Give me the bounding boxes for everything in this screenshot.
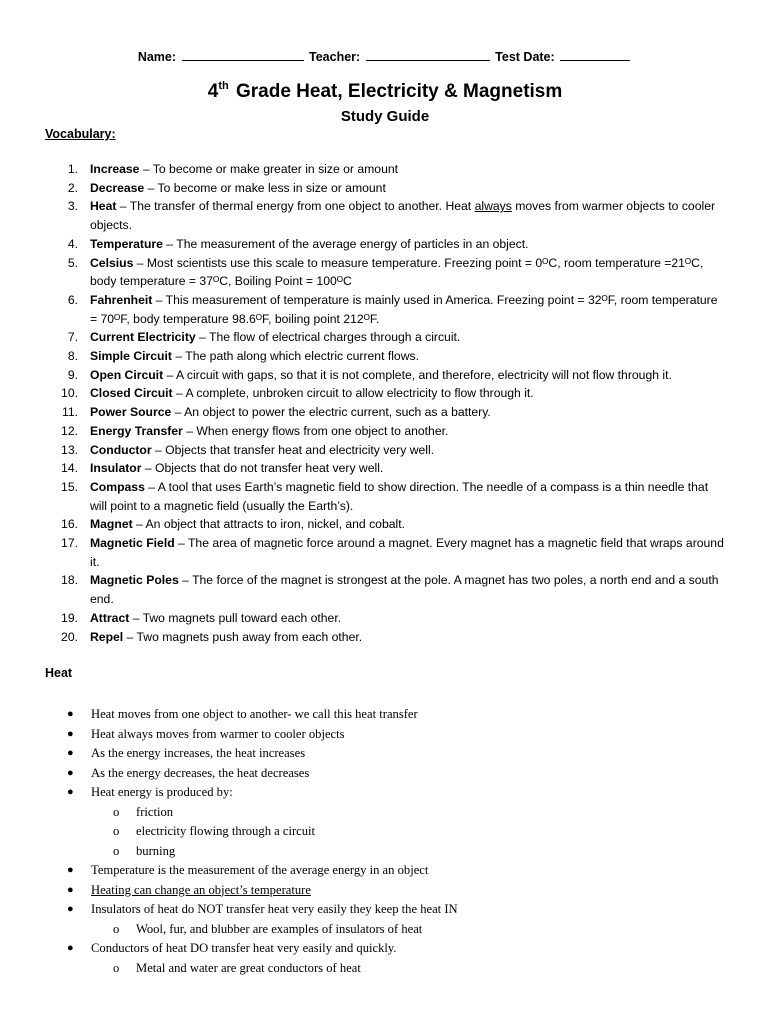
vocabulary-term: Fahrenheit [90, 292, 153, 307]
vocabulary-definition: – When energy flows from one object to another. [182, 423, 449, 438]
vocabulary-number: 16. [61, 517, 78, 532]
heat-item-text: Heat moves from one object to another- we call this heat transfer [91, 707, 418, 721]
vocabulary-list [45, 160, 725, 646]
heat-list-item [45, 725, 725, 745]
vocabulary-number: 12. [61, 423, 78, 438]
vocabulary-item [45, 384, 725, 403]
vocabulary-definition: – Two magnets push away from each other. [123, 629, 363, 644]
vocabulary-number: 5. [67, 255, 78, 270]
teacher-label: Teacher: [309, 50, 361, 64]
heat-sub-list-item [45, 920, 725, 940]
heat-item-text: Heating can change an object’s temperature [91, 882, 311, 897]
vocabulary-definition: – To become or make greater in size or amount [139, 162, 399, 176]
heat-item-text: Temperature is the measurement of the average energy in an object [91, 863, 429, 877]
title-main: Grade Heat, Electricity & Magnetism [235, 81, 563, 102]
heat-list-item [45, 705, 725, 725]
page-subtitle: Study Guide [340, 108, 430, 125]
vocabulary-term: Insulator [90, 461, 142, 476]
heat-item-text: Metal and water are great conductors of heat [136, 960, 361, 975]
vocabulary-definition-emphasis: always [474, 199, 512, 214]
vocabulary-item [45, 179, 725, 198]
vocabulary-definition: – An object to power the electric current, such as a battery. [171, 405, 491, 420]
heat-item-text: electricity flowing through a circuit [136, 824, 316, 838]
vocabulary-term: Temperature [90, 236, 163, 251]
heat-list-item [45, 861, 725, 881]
heat-item-text: burning [136, 843, 176, 858]
vocabulary-item [45, 441, 725, 460]
heat-item-text: Heat energy is produced by: [91, 785, 233, 799]
bullet-icon: o [113, 804, 120, 819]
vocabulary-heading: Vocabulary: [45, 127, 116, 141]
vocabulary-definition: – The force of the magnet is strongest at the pole. A magnet has two poles, a north end and a south end. [90, 573, 719, 607]
vocabulary-number: 19. [61, 610, 78, 625]
vocabulary-definition: – A complete, unbroken circuit to allow electricity to flow through it. [172, 386, 534, 401]
heat-sub-list-item [45, 803, 725, 823]
vocabulary-term: Repel [90, 629, 124, 644]
bullet-icon: ● [67, 942, 74, 954]
heat-list-item [45, 783, 725, 803]
bullet-icon: o [113, 960, 120, 975]
vocabulary-definition: – Objects that do not transfer heat very well. [141, 461, 384, 476]
heat-item-text: Insulators of heat do NOT transfer heat very easily they keep the heat IN [91, 902, 458, 916]
heat-sub-list-item [45, 842, 725, 862]
heat-item-text: As the energy decreases, the heat decreases [91, 765, 310, 780]
vocabulary-term: Magnet [90, 517, 133, 532]
vocabulary-item [45, 534, 725, 571]
test-date-blank [560, 49, 630, 61]
heat-sub-list-item [45, 959, 725, 979]
vocabulary-number: 13. [61, 442, 78, 457]
vocabulary-item [45, 328, 725, 347]
vocabulary-definition: – To become or make less in size or amount [144, 180, 386, 195]
vocabulary-number: 7. [67, 330, 78, 345]
vocabulary-number: 10. [61, 386, 78, 401]
vocabulary-definition: – The transfer of thermal energy from one object to another. Heat [116, 199, 475, 214]
bullet-icon: ● [67, 786, 74, 798]
heat-list-item [45, 744, 725, 764]
vocabulary-number: 3. [67, 199, 78, 214]
vocabulary-item [45, 459, 725, 478]
teacher-blank [366, 49, 490, 61]
vocabulary-item [45, 347, 725, 366]
heat-item-text: Heat always moves from warmer to cooler objects [91, 726, 345, 741]
bullet-icon: ● [67, 708, 74, 720]
heat-heading: Heat [45, 666, 73, 680]
name-blank [182, 49, 304, 61]
heat-item-text: Wool, fur, and blubber are examples of insulators of heat [136, 921, 423, 936]
vocabulary-number: 15. [61, 479, 78, 494]
bullet-icon: ● [67, 903, 74, 915]
bullet-icon: ● [67, 883, 74, 896]
heat-list-item [45, 881, 725, 901]
bullet-icon: o [113, 921, 120, 936]
heat-sub-list-item [45, 822, 725, 842]
bullet-icon: ● [67, 727, 74, 740]
page-title [0, 80, 770, 103]
vocabulary-number: 4. [67, 236, 78, 251]
name-label: Name: [137, 50, 177, 64]
vocabulary-definition: – Objects that transfer heat and electricity very well. [151, 442, 435, 457]
vocabulary-item [45, 422, 725, 441]
vocabulary-term: Closed Circuit [90, 386, 173, 401]
vocabulary-term: Increase [90, 162, 140, 176]
vocabulary-term: Open Circuit [90, 367, 164, 382]
heat-list [45, 705, 725, 978]
vocabulary-term: Simple Circuit [90, 349, 172, 364]
vocabulary-definition: – Two magnets pull toward each other. [129, 610, 342, 625]
vocabulary-item [45, 571, 725, 608]
bullet-icon: o [113, 843, 120, 858]
vocabulary-item [45, 515, 725, 534]
vocabulary-item [45, 235, 725, 254]
vocabulary-term: Heat [90, 199, 117, 214]
vocabulary-definition: – This measurement of temperature is mainly used in America. Freezing point = 32ᴼF, room temperature = 70ᴼF, body temperature 98.6ᴼF, boiling point 212ᴼF. [90, 292, 718, 326]
test-date-label: Test Date: [495, 50, 555, 64]
vocabulary-term: Conductor [90, 442, 152, 457]
vocabulary-term: Magnetic Field [90, 536, 175, 551]
vocabulary-term: Energy Transfer [90, 423, 183, 438]
vocabulary-term: Power Source [90, 405, 172, 420]
vocabulary-number: 1. [67, 162, 78, 176]
vocabulary-number: 8. [67, 349, 78, 364]
heat-list-item [45, 939, 725, 959]
vocabulary-number: 20. [61, 629, 78, 644]
bullet-icon: ● [67, 766, 74, 779]
vocabulary-item [45, 366, 725, 385]
bullet-icon: o [113, 824, 120, 838]
vocabulary-term: Compass [90, 479, 145, 494]
vocabulary-number: 18. [61, 573, 78, 588]
vocabulary-term: Attract [90, 610, 130, 625]
vocabulary-definition: moves from warmer objects to cooler objects. [90, 199, 716, 233]
vocabulary-item [45, 609, 725, 628]
vocabulary-item [45, 478, 725, 515]
bullet-icon: ● [67, 747, 74, 759]
vocabulary-term: Celsius [90, 255, 134, 270]
vocabulary-definition: – The flow of electrical charges through a circuit. [195, 330, 461, 345]
vocabulary-item [45, 291, 725, 328]
grade-number: 4 [207, 81, 219, 102]
vocabulary-number: 6. [67, 292, 78, 307]
grade-suffix: th [218, 80, 229, 92]
vocabulary-term: Current Electricity [90, 330, 196, 345]
vocabulary-number: 2. [67, 180, 78, 195]
vocabulary-number: 14. [61, 461, 78, 476]
heat-item-text: As the energy increases, the heat increases [91, 746, 306, 760]
vocabulary-definition: – The area of magnetic force around a magnet. Every magnet has a magnetic field that wraps around it. [90, 536, 724, 569]
heat-item-text: Conductors of heat DO transfer heat very easily and quickly. [91, 941, 397, 955]
vocabulary-item [45, 628, 725, 647]
bullet-icon: ● [67, 864, 74, 876]
vocabulary-item [45, 254, 725, 291]
vocabulary-definition: – Most scientists use this scale to measure temperature. Freezing point = 0ᴼC, room temperature =21ᴼC, body temperature = 37ᴼC, Boiling Point = 100ᴼC [90, 255, 704, 289]
vocabulary-item [45, 160, 725, 179]
vocabulary-definition: – A tool that uses Earth’s magnetic field to show direction. The needle of a compass is a thin needle that will point to a magnetic field (usually the Earth’s). [90, 479, 709, 513]
vocabulary-term: Magnetic Poles [90, 573, 179, 588]
vocabulary-number: 17. [61, 536, 78, 551]
vocabulary-number: 9. [67, 367, 78, 382]
vocabulary-term: Decrease [90, 180, 145, 195]
heat-list-item [45, 764, 725, 784]
vocabulary-definition: – The measurement of the average energy of particles in an object. [162, 236, 529, 251]
vocabulary-number: 11. [61, 405, 78, 420]
vocabulary-definition: – A circuit with gaps, so that it is not complete, and therefore, electricity will not flow through it. [163, 367, 672, 382]
header-fields [0, 49, 770, 64]
vocabulary-item [45, 197, 725, 234]
heat-list-item [45, 900, 725, 920]
vocabulary-definition: – An object that attracts to iron, nickel, and cobalt. [132, 517, 405, 532]
vocabulary-item [45, 403, 725, 422]
heat-item-text: friction [136, 804, 174, 819]
vocabulary-definition: – The path along which electric current flows. [171, 349, 419, 364]
